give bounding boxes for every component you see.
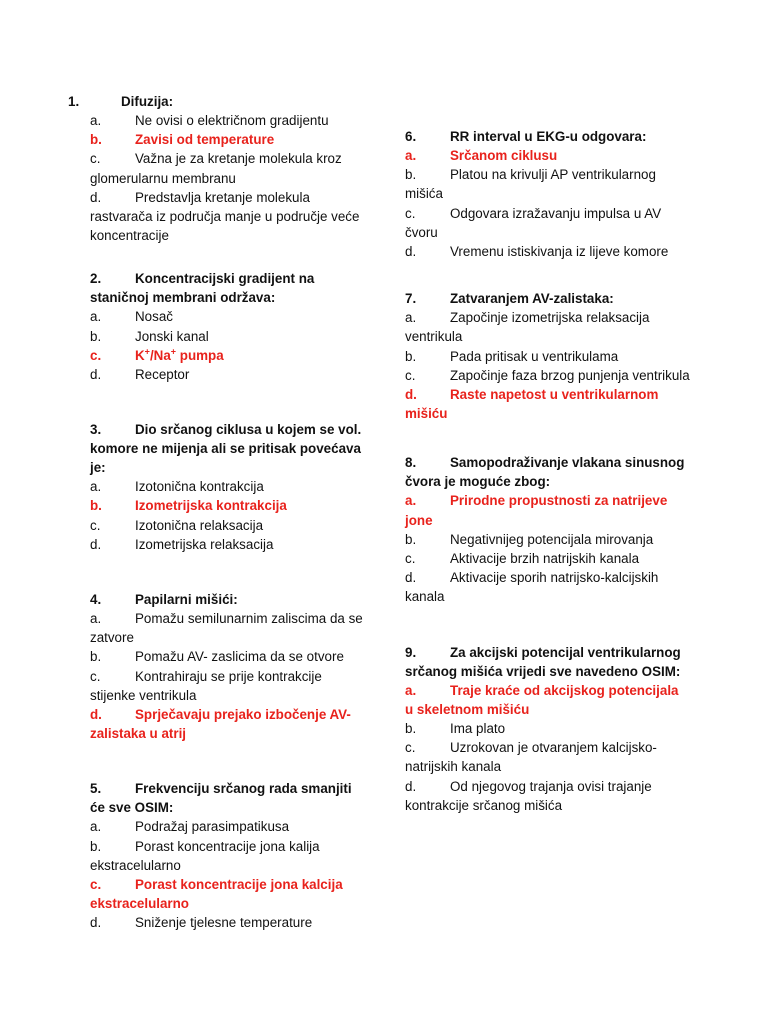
option-text: Kontrahiraju se prije kontrakcije stijenke ventrikula [90, 668, 322, 703]
question-number: 3. [90, 422, 102, 438]
option-letter: c. [90, 347, 102, 363]
answer-option [405, 777, 690, 815]
question-text: Frekvenciju srčanog rada smanjiti će sve OSIM: [90, 781, 352, 816]
option-letter: d. [90, 189, 102, 205]
option-text: Vremenu istiskivanja iz lijeve komore [450, 244, 669, 260]
option-letter: a. [405, 310, 417, 326]
option-text: Porast koncentracije jona kalija ekstracelularno [90, 838, 320, 873]
option-letter: c. [90, 877, 102, 893]
option-letter: b. [405, 167, 417, 183]
option-text: Odgovara izražavanju impulsa u AV čvoru [405, 205, 662, 240]
option-text: Srčanom ciklusu [450, 148, 558, 163]
option-letter: b. [90, 498, 102, 514]
option-text: Traje kraće od akcijskog potencijala u skeletnom mišiću [405, 682, 679, 717]
option-text: Aktivacije brzih natrijskih kanala [450, 551, 640, 567]
question-text: Zatvaranjem AV-zalistaka: [450, 291, 614, 307]
option-text: Zavisi od temperature [135, 132, 275, 148]
option-letter: b. [90, 132, 102, 148]
option-text: Predstavlja kretanje molekula rastvarača iz područja manje u područje veće koncentracije [90, 189, 360, 244]
question-4 [90, 590, 370, 743]
question-title [90, 420, 370, 477]
option-letter: d. [90, 707, 102, 723]
question-title [405, 643, 690, 681]
answer-option-correct [90, 705, 370, 743]
question-8 [405, 453, 690, 606]
option-text: Uzrokovan je otvaranjem kalcijsko-natrijskih kanala [405, 740, 657, 775]
question-3 [90, 420, 370, 554]
question-9 [405, 643, 690, 815]
answer-option-correct [405, 681, 690, 719]
question-number: 9. [405, 644, 417, 660]
option-text: Izotonična relaksacija [135, 517, 264, 533]
answer-option [90, 149, 370, 187]
question-2 [90, 269, 370, 384]
answer-option-correct [90, 496, 370, 515]
option-letter: c. [405, 367, 416, 383]
answer-option [405, 530, 690, 549]
question-title [405, 289, 690, 308]
option-letter: d. [405, 387, 417, 403]
answer-option [90, 111, 370, 130]
question-text: Dio srčanog ciklusa u kojem se vol. komore ne mijenja ali se pritisak povećava je: [90, 422, 362, 476]
option-text: Jonski kanal [135, 328, 209, 344]
option-text: Podražaj parasimpatikusa [135, 819, 290, 835]
answer-option [405, 549, 690, 568]
option-text: Pomažu AV- zaslicima da se otvore [135, 649, 344, 665]
question-title [68, 92, 370, 111]
option-text: Nosač [135, 309, 173, 325]
question-text: RR interval u EKG-u odgovara: [450, 129, 647, 144]
option-text: Sniženje tjelesne temperature [135, 915, 313, 931]
question-title [90, 779, 370, 817]
option-text: Od njegovog trajanja ovisi trajanje kontrakcije srčanog mišića [405, 778, 652, 813]
option-letter: c. [90, 517, 101, 533]
option-letter: d. [405, 778, 417, 794]
question-number: 6. [405, 129, 417, 144]
question-7 [405, 289, 690, 423]
option-letter: a. [405, 493, 417, 509]
option-text: Aktivacije sporih natrijsko-kalcijskih kanala [405, 570, 659, 605]
answer-option [405, 568, 690, 606]
answer-option [405, 366, 690, 385]
answer-option [90, 535, 370, 554]
option-text: Prirodne propustnosti za natrijeve jone [405, 493, 668, 528]
right-column [405, 127, 690, 836]
question-number: 7. [405, 291, 417, 307]
question-title [90, 269, 370, 307]
answer-option-correct [90, 875, 370, 913]
option-letter: c. [90, 668, 101, 684]
option-letter: b. [90, 328, 102, 344]
question-5 [90, 779, 370, 932]
option-letter: a. [90, 819, 102, 835]
answer-option [90, 609, 370, 647]
option-text: Započinje izometrijska relaksacija ventrikula [405, 310, 650, 345]
option-letter: a. [90, 611, 102, 627]
option-letter: b. [405, 721, 417, 737]
answer-option [90, 477, 370, 496]
answer-option [90, 837, 370, 875]
left-column [68, 92, 370, 954]
option-letter: b. [90, 838, 102, 854]
question-text: Papilarni mišići: [135, 592, 238, 608]
option-letter: b. [405, 348, 417, 364]
question-number: 2. [90, 271, 102, 287]
option-letter: a. [405, 148, 417, 163]
answer-option [405, 165, 690, 203]
option-text: Receptor [135, 367, 190, 383]
question-number: 1. [68, 94, 80, 109]
answer-option [90, 516, 370, 535]
answer-option [90, 667, 370, 705]
option-text: Započinje faza brzog punjenja ventrikula [450, 367, 690, 383]
answer-option-correct [90, 346, 370, 365]
option-text: K+/Na+ pumpa [135, 346, 224, 363]
option-letter: d. [405, 570, 417, 586]
question-title [405, 127, 690, 146]
answer-option-correct [405, 385, 690, 423]
answer-option [405, 738, 690, 776]
answer-option [90, 365, 370, 384]
answer-option [90, 327, 370, 346]
answer-option [405, 719, 690, 738]
option-text: Ne ovisi o električnom gradijentu [135, 113, 329, 128]
option-letter: c. [405, 551, 416, 567]
answer-option [90, 817, 370, 836]
option-text: Negativnijeg potencijala mirovanja [450, 531, 654, 547]
option-text: Izometrijska kontrakcija [135, 498, 287, 514]
answer-option [90, 647, 370, 666]
option-letter: a. [90, 479, 102, 495]
option-letter: c. [405, 205, 416, 221]
question-text: Samopodraživanje vlakana sinusnog čvora je moguće zbog: [405, 455, 685, 490]
question-text: Koncentracijski gradijent na staničnoj membrani održava: [90, 271, 315, 306]
question-number: 8. [405, 455, 417, 471]
option-text: Izometrijska relaksacija [135, 536, 274, 552]
option-text: Raste napetost u ventrikularnom mišiću [405, 387, 659, 422]
option-text: Sprječavaju prejako izbočenje AV-zalistaka u atrij [90, 707, 351, 742]
question-text: Difuzija: [121, 94, 174, 109]
answer-option [90, 188, 370, 246]
answer-option [405, 204, 690, 242]
answer-option [90, 913, 370, 932]
question-number: 5. [90, 781, 102, 797]
option-letter: d. [405, 244, 417, 260]
option-letter: a. [90, 309, 102, 325]
question-title [405, 453, 690, 491]
option-letter: c. [405, 740, 416, 756]
option-letter: b. [90, 649, 102, 665]
answer-option-correct [405, 491, 690, 529]
answer-option-correct [405, 146, 690, 165]
option-text: Važna je za kretanje molekula kroz glomerularnu membranu [90, 151, 342, 186]
option-letter: d. [90, 367, 102, 383]
answer-option [90, 307, 370, 326]
option-letter: d. [90, 536, 102, 552]
answer-option [405, 308, 690, 346]
answer-option [405, 347, 690, 366]
option-letter: b. [405, 531, 417, 547]
option-text: Pomažu semilunarnim zaliscima da se zatvore [90, 611, 363, 646]
option-text: Izotonična kontrakcija [135, 479, 264, 495]
question-text: Za akcijski potencijal ventrikularnog srčanog mišića vrijedi sve navedeno OSIM: [405, 644, 681, 679]
option-text: Ima plato [450, 721, 506, 737]
question-1 [68, 92, 370, 245]
option-text: Pada pritisak u ventrikulama [450, 348, 619, 364]
option-letter: d. [90, 915, 102, 931]
option-text: Platou na krivulji AP ventrikularnog mišića [405, 167, 656, 202]
answer-option-correct [90, 130, 370, 149]
question-number: 4. [90, 592, 102, 608]
answer-option [405, 242, 690, 261]
option-letter: a. [90, 113, 102, 128]
option-text: Porast koncentracije jona kalcija ekstracelularno [90, 877, 343, 912]
option-letter: a. [405, 682, 417, 698]
question-6 [405, 127, 690, 261]
option-letter: c. [90, 151, 101, 167]
question-title [90, 590, 370, 609]
